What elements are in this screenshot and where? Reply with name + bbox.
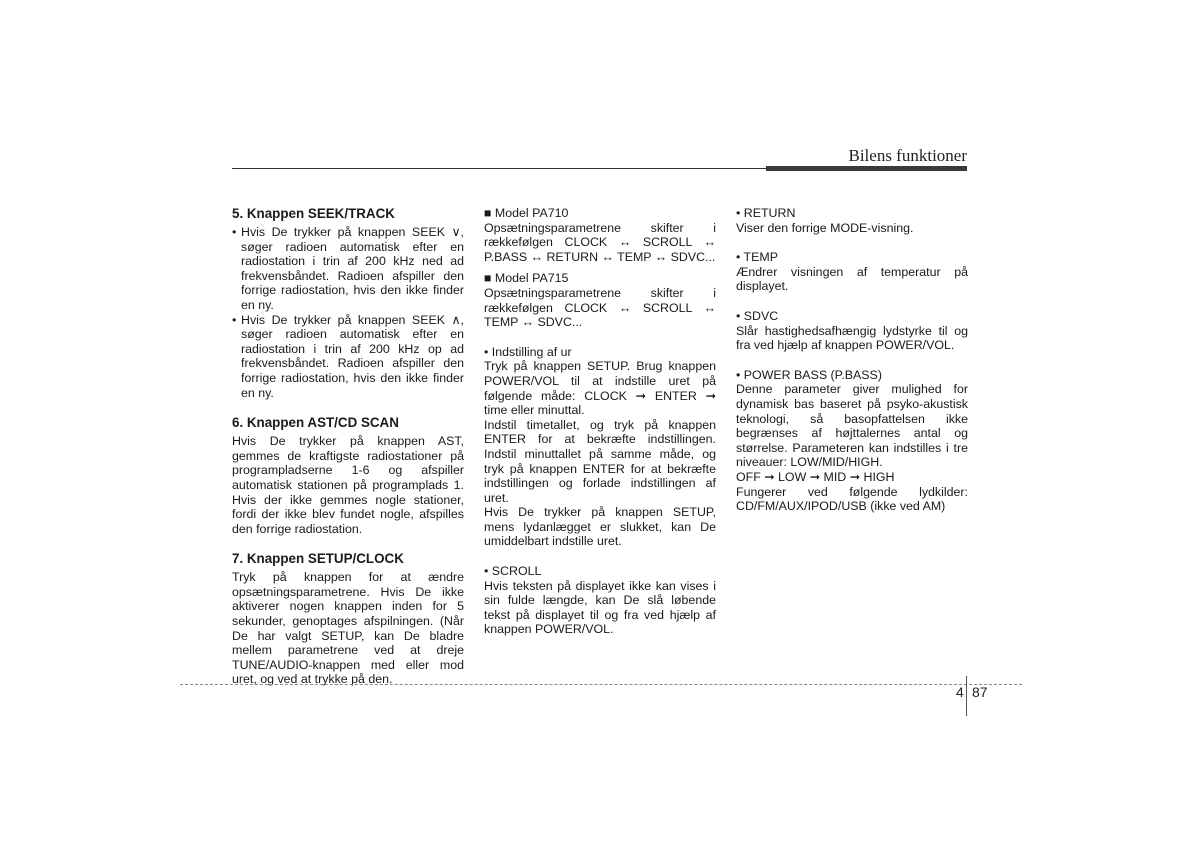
section-title-seek-track: 5. Knappen SEEK/TRACK [232, 206, 395, 221]
model-pa715-title: ■ Model PA715 [484, 271, 569, 286]
scroll-title: • SCROLL [484, 564, 542, 579]
sdvc-title: • SDVC [736, 308, 779, 323]
page-number: 87 [972, 684, 988, 700]
chapter-number: 4 [956, 684, 964, 700]
power-bass-title: • POWER BASS (P.BASS) [736, 367, 882, 382]
footer-dashed-rule [180, 684, 1022, 685]
setup-clock-text: Tryk på knappen for at ændre opsætningsparametrene. Hvis De ikke aktiverer nogen knappen inden for 5 sekunder, genoptages afspilningen. (Når De har valgt SETUP, kan De bladre mellem parametrene ved at dreje TUNE/AUDIO-knappen med eller mod uret, og ved at trykke på den. [232, 570, 464, 687]
seek-bullets [232, 225, 464, 400]
header-accent-bar [766, 166, 967, 171]
column-3 [736, 206, 968, 514]
clock-setting-p3: Hvis De trykker på knappen SETUP, mens lydanlægget er slukket, kan De umiddelbart indstille uret. [484, 505, 716, 549]
temp-text: Ændrer visningen af temperatur på displayet. [736, 264, 968, 294]
clock-setting-p1: Tryk på knappen SETUP. Brug knappen POWER/VOL til at indstille uret på følgende måde: CLOCK ➞ ENTER ➞ time eller minuttal. [484, 359, 716, 418]
column-2 [484, 206, 716, 637]
section-title-setup-clock: 7. Knappen SETUP/CLOCK [232, 551, 404, 567]
seek-down-bullet: • Hvis De trykker på knappen SEEK ∨, søger radioen automatisk efter en radiostation i trin af 200 kHz ned ad frekvensbåndet. Radioen afspiller den forrige radiostation, hvis den ikke finder en ny. [232, 225, 464, 313]
ast-cd-scan-text: Hvis De trykker på knappen AST, gemmes de kraftigste radiostationer på programpladserne 1-6 og afspiller automatisk stationen på programplads 1. Hvis der ikke gemmes nogle stationer, fordi der ikke blev fundet nogle, afspilles den forrige radiostation. [232, 434, 464, 536]
seek-up-bullet: • Hvis De trykker på knappen SEEK ∧, søger radioen automatisk efter en radiostation i trin af 200 kHz op ad frekvensbåndet. Radioen afspiller den forrige radiostation, hvis den ikke finder en ny. [232, 313, 464, 401]
model-pa715-text: Opsætningsparametrene skifter i rækkefølgen CLOCK ↔ SCROLL ↔ TEMP ↔ SDVC... [484, 285, 716, 330]
column-1 [232, 206, 464, 687]
power-bass-sources: Fungerer ved følgende lydkilder: CD/FM/AUX/IPOD/USB (ikke ved AM) [736, 484, 968, 514]
power-bass-levels: OFF ➞ LOW ➞ MID ➞ HIGH [736, 469, 895, 484]
return-title: • RETURN [736, 206, 796, 220]
sdvc-text: Slår hastighedsafhængig lydstyrke til og fra ved hjælp af knappen POWER/VOL. [736, 323, 968, 353]
page-number-divider [966, 676, 967, 716]
temp-title: • TEMP [736, 250, 778, 265]
scroll-text: Hvis teksten på displayet ikke kan vises i sin fulde længde, kan De slå løbende tekst på displayet til og fra ved hjælp af knappen POWER/VOL. [484, 578, 716, 637]
chapter-title: Bilens funktioner [848, 146, 967, 165]
model-pa710-text: Opsætningsparametrene skifter i rækkefølgen CLOCK ↔ SCROLL ↔ P.BASS ↔ RETURN ↔ TEMP ↔ SDVC... [484, 220, 716, 264]
clock-setting-p2: Indstil timetallet, og tryk på knappen ENTER for at bekræfte indstillingen. Indstil minuttallet på samme måde, og tryk på knappen ENTER for at bekræfte indstillingen og forlade indstillingen af uret. [484, 417, 716, 505]
model-pa710-title: ■ Model PA710 [484, 206, 569, 220]
section-title-ast-cd-scan: 6. Knappen AST/CD SCAN [232, 415, 399, 431]
clock-setting-title: • Indstilling af ur [484, 344, 572, 359]
return-text: Viser den forrige MODE-visning. [736, 220, 914, 235]
power-bass-p1: Denne parameter giver mulighed for dynamisk bas baseret på psyko-akustisk teknologi, så basopfattelsen ikke begrænses af højttalernes antal og størrelse. Parameteren kan indstilles i tre niveauer: LOW/MID/HIGH. [736, 382, 968, 470]
